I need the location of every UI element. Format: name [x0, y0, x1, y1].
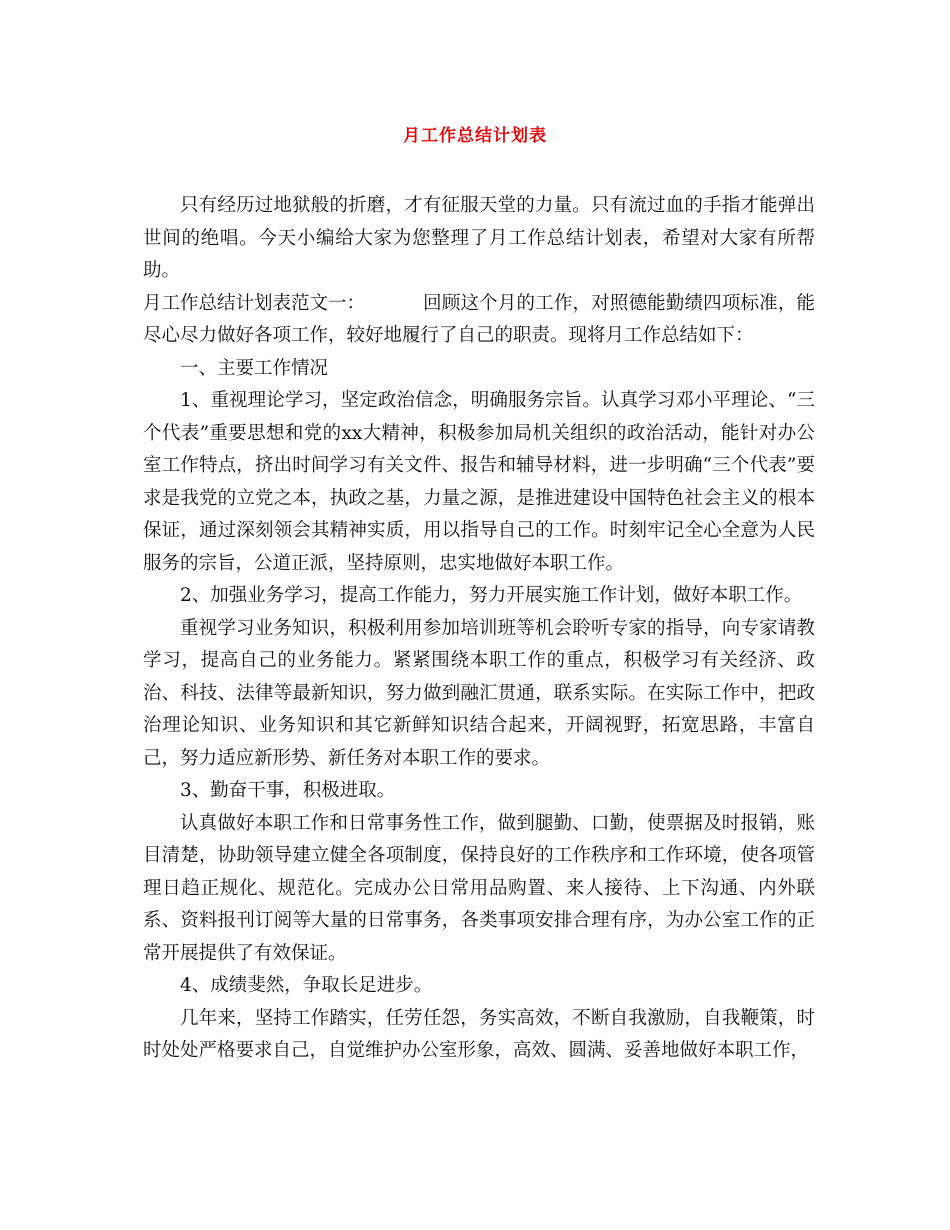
body-paragraph: 4、成绩斐然，争取长足进步。: [180, 975, 433, 996]
section-heading: 一、主要工作情况: [180, 357, 329, 379]
document-title: 月工作总结计划表: [403, 126, 547, 146]
body-paragraph: 2、加强业务学习，提高工作能力，努力开展实施工作计划，做好本职工作。: [180, 585, 803, 606]
body-paragraph: 3、勤奋干事，积极进取。: [180, 780, 396, 801]
body-paragraph: 重视学习业务知识，积极利用参加培训班等机会聆听专家的指导，向专家请教学习，提高自己的业务能力。紧紧围绕本职工作的重点，积极学习有关经济、政治、科技、法律等最新知识，努力做到融汇贯通，联系实际。在实际工作中，把政治理论知识、业务知识和其它新鲜知识结合起来，开阔视野，拓宽思路，丰富自己，努力适应新形势、新任务对本职工作的要求。: [143, 617, 815, 769]
body-paragraph: 认真做好本职工作和日常事务性工作，做到腿勤、口勤，使票据及时报销，账目清楚，协助领导建立健全各项制度，保持良好的工作秩序和工作环境，使各项管理日趋正规化、规范化。完成办公日常用品购置、来人接待、上下沟通、内外联系、资料报刊订阅等大量的日常事务，各类事项安排合理有序，为办公室工作的正常开展提供了有效保证。: [143, 812, 815, 964]
body-paragraph: 1、重视理论学习，坚定政治信念，明确服务宗旨。认真学习邓小平理论、“三个代表”重要思想和党的xx大精神，积极参加局机关组织的政治活动，能针对办公室工作特点，挤出时间学习有关文件、报告和辅导材料，进一步明确“三个代表”要求是我党的立党之本，执政之基，力量之源，是推进建设中国特色社会主义的根本保证，通过深刻领会其精神实质，用以指导自己的工作。时刻牢记全心全意为人民服务的宗旨，公道正派，坚持原则，忠实地做好本职工作。: [143, 390, 815, 574]
sample-label: 月工作总结计划表范文一：: [143, 292, 366, 314]
intro-text: 只有经历过地狱般的折磨，才有征服天堂的力量。只有流过血的手指才能弹出世间的绝唱。今天小编给大家为您整理了月工作总结计划表，希望对大家有所帮助。: [143, 195, 815, 281]
body-paragraph: 几年来，坚持工作踏实，任劳任怨，务实高效，不断自我激励，自我鞭策，时时处处严格要求自己，自觉维护办公室形象，高效、圆满、妥善地做好本职工作，: [143, 1007, 815, 1061]
document-body: [143, 190, 815, 1068]
sample-opening: 回顾这个月的工作，对照德能勤绩四项标准，能尽心尽力做好各项工作，较好地履行了自己的职责。现将月工作总结如下：: [143, 292, 815, 346]
intro-paragraph: [143, 190, 815, 353]
